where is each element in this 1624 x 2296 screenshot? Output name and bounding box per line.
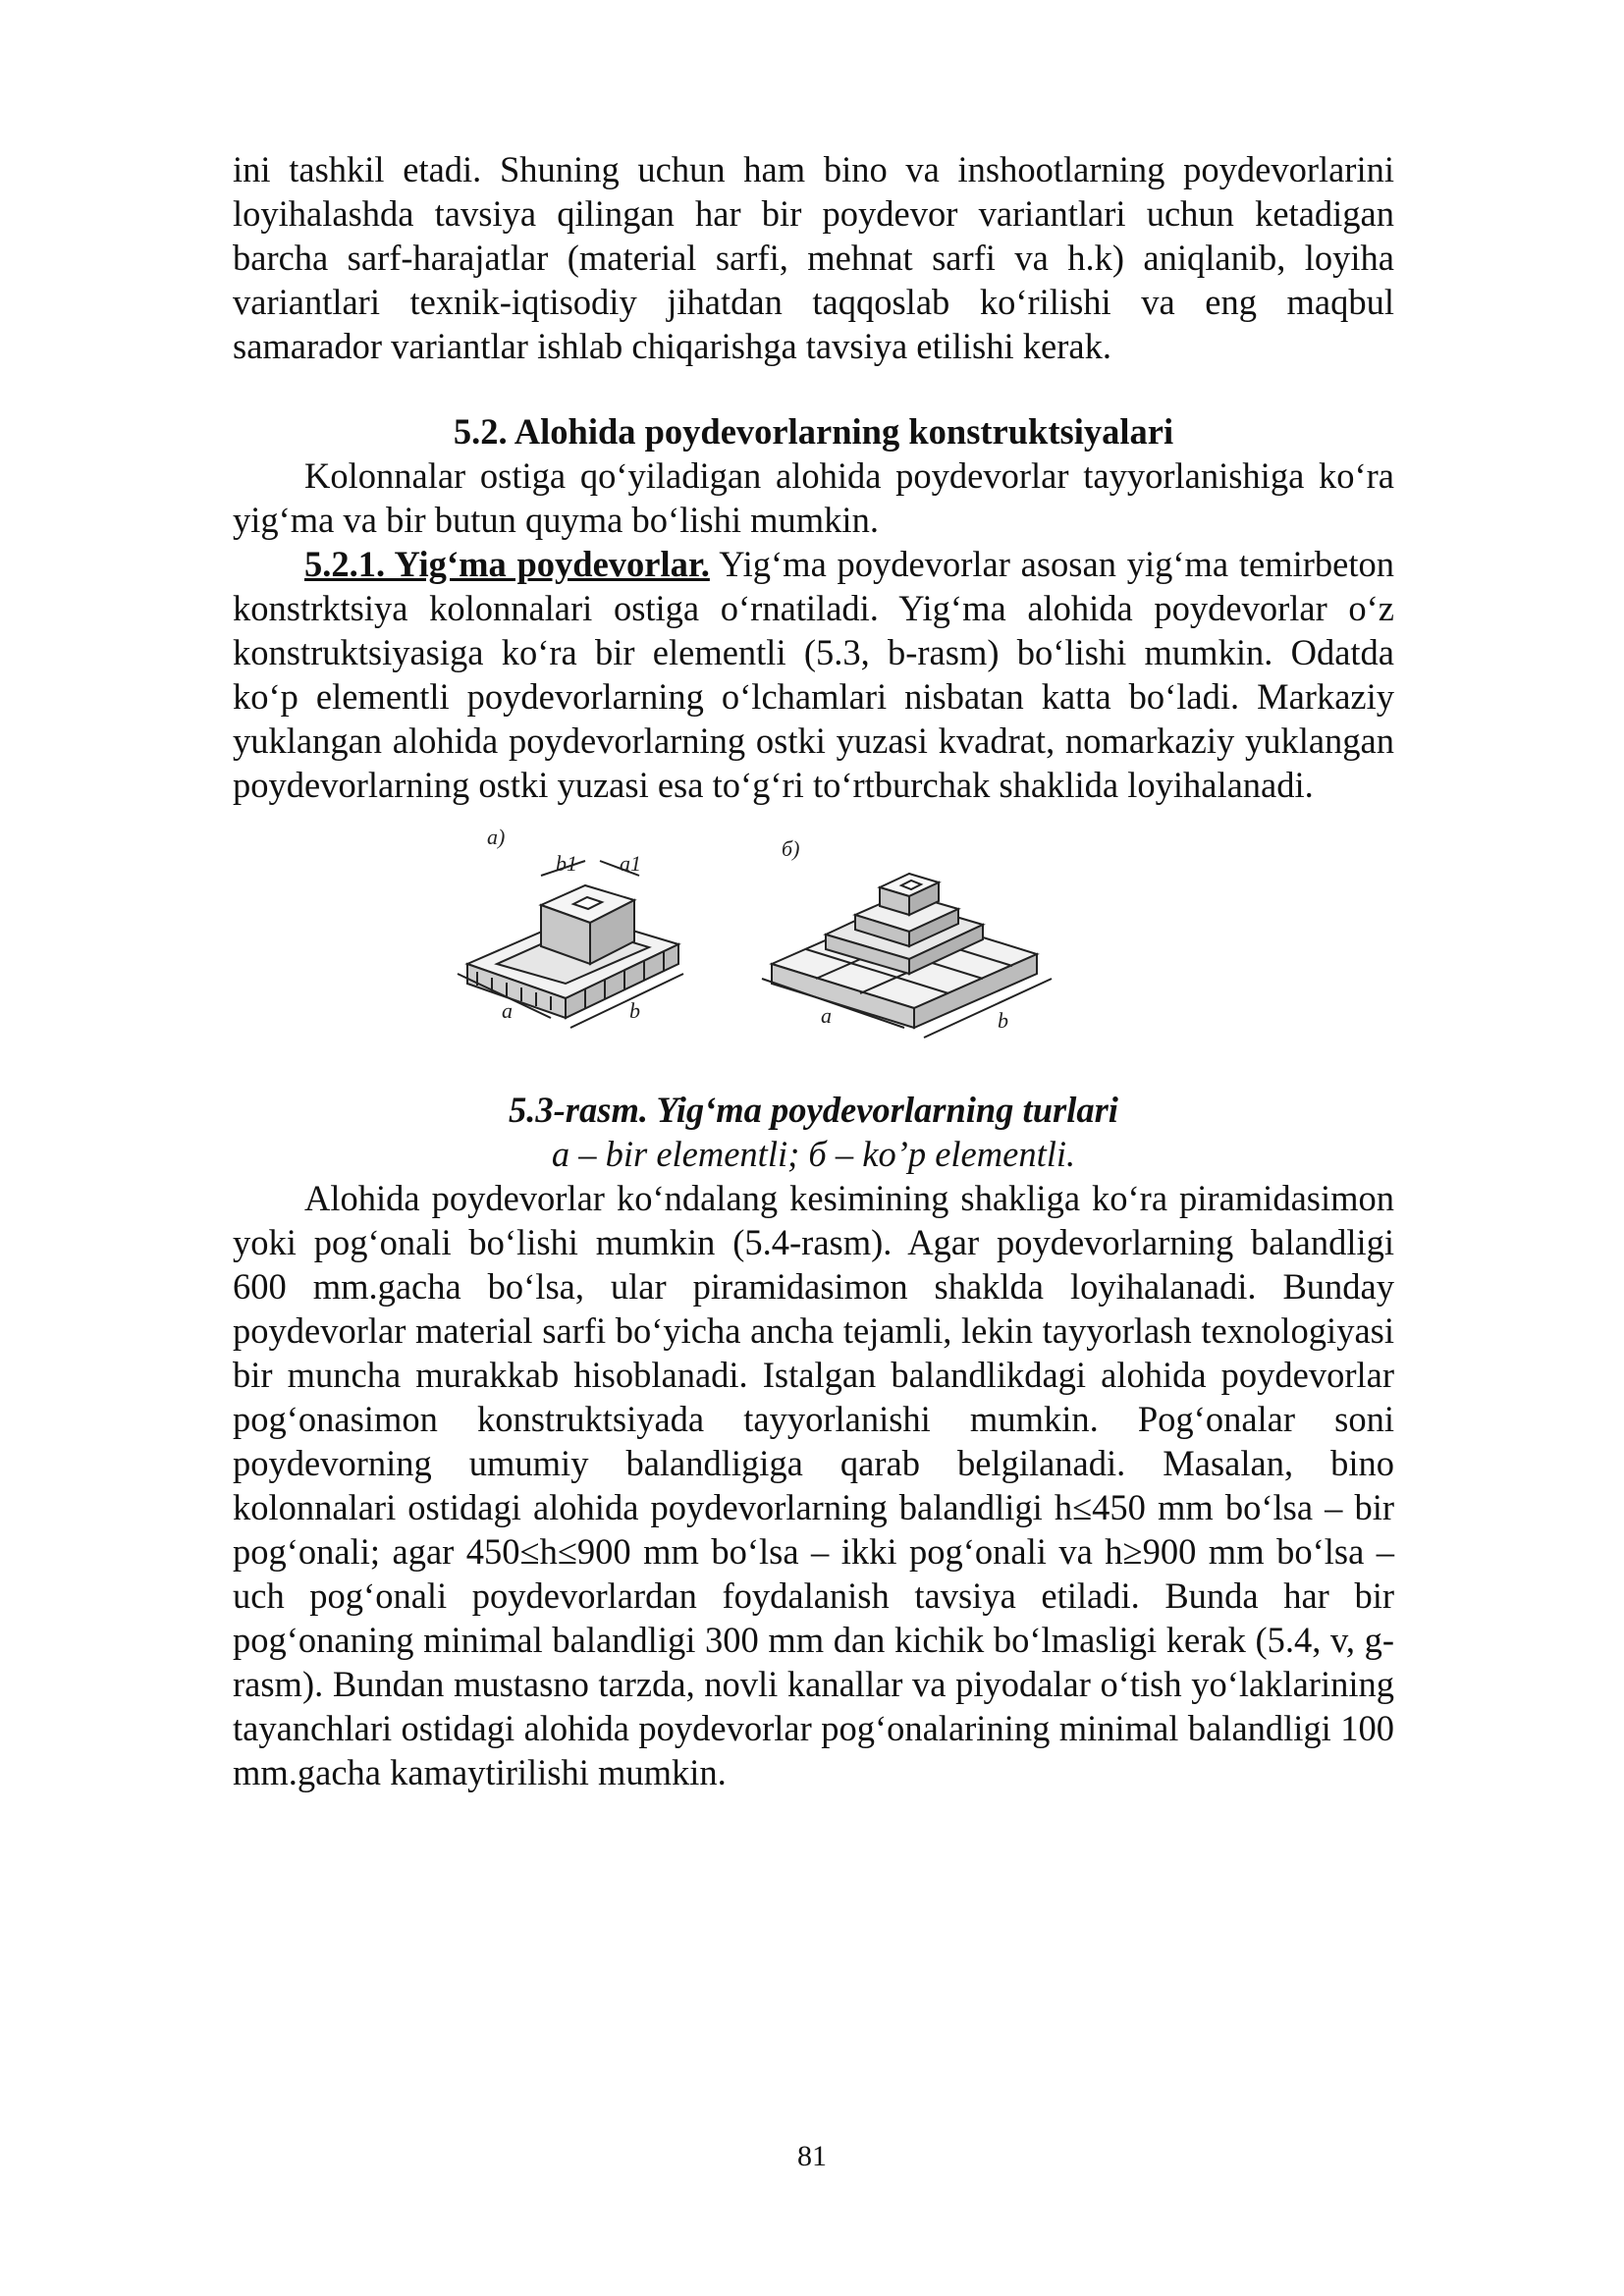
dim-label-b1: b1 [556,851,577,876]
foundation-drawing [448,817,1179,1084]
figure-foundations [448,817,1179,1084]
paragraph-kolonnalar: Kolonnalar ostiga qo‘yiladigan alohida poydevorlar tayyorlanishiga ko‘ra yig‘ma va bir butun quyma bo‘lishi mumkin. [233,455,1394,540]
paragraph-alohida: Alohida poydevorlar ko‘ndalang kesimining shakliga ko‘ra piramidasimon yoki pog‘onali bo‘lishi mumkin (5.4-rasm). Agar poydevorlarning balandligi 600 mm.gacha bo‘lsa, ular piramidasimon shaklda loyihalanadi. Bunday poydevorlar material sarfi bo‘yicha ancha tejamli, lekin tayyorlash texnologiyasi bir muncha murakkab hisoblanadi. Istalgan balandlikdagi alohida poydevorlar pog‘onasimon konstruktsiyada tayyorlanishi mumkin. Pog‘onalar soni poydevorning umumiy balandligiga qarab belgilanadi. Masalan, bino kolonnalari ostidagi alohida poydevorlarning balandligi h≤450 mm bo‘lsa – bir pog‘onali; agar 450≤h≤900 mm bo‘lsa – ikki pog‘onali va h≥900 mm bo‘lsa – uch pog‘onali poydevorlardan foydalanish tavsiya etiladi. Bunda har bir pog‘onaning minimal balandligi 300 mm dan kichik bo‘lmasligi kerak (5.4, v, g-rasm). Bundan mustasno tarzda, novli kanallar va piyodalar o‘tish yo‘laklarining tayanchlari ostidagi alohida poydevorlar pog‘onalarining minimal balandligi 100 mm.gacha kamaytirilishi mumkin. [233,1178,1394,1792]
figure-caption-subtitle: a – bir elementli; б – ko’p elementli. [551,1134,1076,1174]
dim-label-b-left: b [629,998,640,1023]
dim-label-b-right: b [998,1008,1008,1033]
paragraph-yigma [233,542,1394,807]
figure-caption-title: 5.3-rasm. Yig‘ma poydevorlarning turlari [509,1090,1118,1130]
dim-label-a-left: a [502,998,513,1023]
page-body [233,147,1394,1794]
paragraph-intro: ini tashkil etadi. Shuning uchun ham bino va inshootlarning poydevorlarini loyihalashda tavsiya qilingan har bir poydevor variantlari uchun ketadigan barcha sarf-harajatlar (material sarfi, mehnat sarfi va h.k) aniqlanib, loyiha variantlari texnik-iqtisodiy jihatdan taqqoslab ko‘rilishi va eng maqbul samarador variantlar ishlab chiqarishga tavsiya etilishi kerak. [233,149,1394,366]
subsection-label: 5.2.1. Yig‘ma poydevorlar. [304,544,710,584]
section-heading: 5.2. Alohida poydevorlarning konstruktsiyalari [453,411,1174,452]
dim-label-a1: a1 [620,851,641,876]
page-number: 81 [797,2140,827,2172]
single-element-foundation [458,861,683,1028]
paragraph-yigma-text: Yig‘ma poydevorlar asosan yig‘ma temirbeton konstrktsiya kolonnalari ostiga o‘rnatiladi. Yig‘ma alohida poydevorlar o‘z konstruktsiyasiga ko‘ra bir elementli (5.3, b-rasm) bo‘lishi mumkin. Odatda ko‘p elementli poydevorlarning o‘lchamlari nisbatan katta bo‘ladi. Markaziy yuklangan alohida poydevorlarning ostki yuzasi kvadrat, nomarkaziy yuklangan poydevorlarning ostki yuzasi esa to‘g‘ri to‘rtburchak shaklida loyihalanadi. [233,544,1394,805]
figure-label-a: a) [487,825,506,849]
figure-label-b: б) [782,836,800,861]
dim-label-a-right: a [821,1003,832,1028]
